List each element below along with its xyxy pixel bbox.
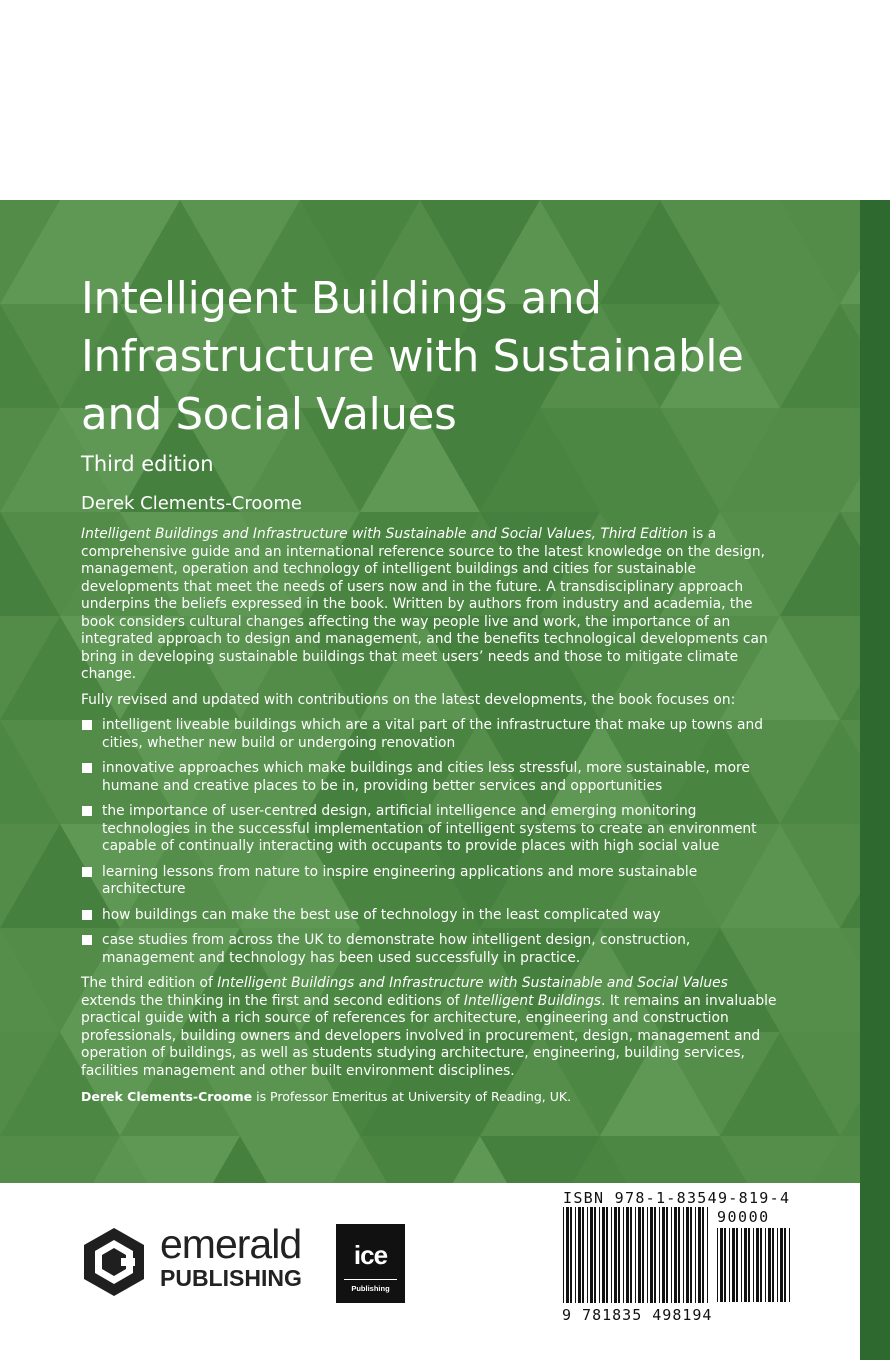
- barcode-bar: [611, 1207, 612, 1303]
- top-margin: [0, 0, 890, 200]
- barcode-bar: [777, 1228, 778, 1302]
- intro-paragraph: [81, 526, 781, 684]
- list-item: [81, 864, 781, 899]
- barcode-bar: [638, 1207, 641, 1303]
- barcode-bar: [650, 1207, 653, 1303]
- focus-lead: Fully revised and updated with contributions on the latest developments, the book focuses on:: [81, 691, 736, 708]
- barcode-bar: [686, 1207, 689, 1303]
- third-edition-paragraph: [81, 975, 781, 1080]
- barcode-bar: [736, 1228, 738, 1302]
- bio-name: Derek Clements-Croome: [81, 1089, 253, 1104]
- barcode-bar: [614, 1207, 617, 1303]
- square-bullet-icon: [82, 720, 92, 730]
- barcode-bar: [630, 1207, 632, 1303]
- addon-barcode-icon: [716, 1228, 796, 1306]
- barcode-bar: [753, 1228, 754, 1302]
- barcode-bar: [623, 1207, 624, 1303]
- author-bio: [81, 1088, 781, 1106]
- barcode-bar: [780, 1228, 783, 1302]
- barcode-bar: [671, 1207, 672, 1303]
- third-text-a: The third edition of: [81, 975, 218, 991]
- isbn-label: ISBN 978-1-83549-819-4: [563, 1189, 791, 1207]
- barcode-bar: [724, 1228, 726, 1302]
- barcode-bar: [732, 1228, 735, 1302]
- barcode-bar: [702, 1207, 704, 1303]
- barcode-bar: [642, 1207, 644, 1303]
- barcode-bar: [606, 1207, 608, 1303]
- emerald-wordmark: emerald: [160, 1221, 302, 1267]
- list-item: [81, 907, 781, 925]
- barcode-bar: [590, 1207, 593, 1303]
- list-item: [81, 803, 781, 856]
- third-text-b: extends the thinking in the first and second editions of: [81, 992, 464, 1009]
- barcode-bar: [789, 1228, 790, 1302]
- emerald-hexagon-logo-icon: [81, 1226, 147, 1298]
- ean-number: 9 781835 498194: [562, 1306, 713, 1324]
- barcode-bar: [570, 1207, 572, 1303]
- barcode-bar: [772, 1228, 774, 1302]
- ean-barcode-icon: [562, 1207, 712, 1307]
- bio-text: is Professor Emeritus at University of Reading, UK.: [252, 1089, 572, 1104]
- barcode-bar: [695, 1207, 696, 1303]
- barcode-bar: [666, 1207, 668, 1303]
- barcode-bar: [690, 1207, 692, 1303]
- book-title: Intelligent Buildings and Infrastructure with Sustainable and Social Values: [81, 274, 744, 440]
- square-bullet-icon: [82, 935, 92, 945]
- list-item-text: the importance of user-centred design, artificial intelligence and emerging monitoring technologies in the successful implementation of intelligent systems to create an environment capable of continually interacting with occupants to provide places with high social value: [102, 803, 757, 854]
- spine-edge: [860, 200, 890, 1360]
- third-book-title: Intelligent Buildings and Infrastructure with Sustainable and Social Values: [217, 975, 728, 991]
- barcode-bar: [599, 1207, 600, 1303]
- barcode-bar: [563, 1207, 564, 1303]
- list-item-text: innovative approaches which make buildings and cities less stressful, more sustainable, more humane and creative places to be in, providing better services and opportunities: [102, 760, 750, 794]
- barcode-bar: [720, 1228, 723, 1302]
- list-item: [81, 717, 781, 752]
- list-item-text: intelligent liveable buildings which are a vital part of the infrastructure that make up towns and cities, whether new build or undergoing renovation: [102, 717, 763, 751]
- blurb: [81, 526, 781, 1114]
- square-bullet-icon: [82, 763, 92, 773]
- square-bullet-icon: [82, 806, 92, 816]
- barcode-bar: [784, 1228, 786, 1302]
- barcode-bar: [566, 1207, 569, 1303]
- edition-label: Third edition: [81, 452, 214, 476]
- ice-publishing-label: Publishing: [351, 1284, 390, 1293]
- barcode-bar: [744, 1228, 747, 1302]
- barcode-bar: [698, 1207, 701, 1303]
- barcode-bar: [662, 1207, 665, 1303]
- barcode-bar: [768, 1228, 771, 1302]
- cover-panel: [0, 200, 860, 1183]
- focus-list: [81, 717, 781, 967]
- intro-text: is a comprehensive guide and an international reference source to the latest knowledge on the design, management, operation and technology of intelligent buildings and cities for sustainable developments that meet the needs of users now and in the future. A transdisciplinary approach underpins the beliefs expressed in the book. Written by authors from industry and academia, the book considers cultural changes affecting the way people live and work, the importance of an integrated approach to design and management, and the benefits technological developments can bring in developing sustainable buildings that meet users’ needs and those to mitigate climate change.: [81, 526, 768, 682]
- barcode-bar: [594, 1207, 596, 1303]
- emerald-publishing-label: PUBLISHING: [160, 1265, 302, 1291]
- ice-divider: [344, 1279, 397, 1280]
- barcode-bar: [647, 1207, 648, 1303]
- list-item-text: case studies from across the UK to demonstrate how intelligent design, construction, management and technology has been used successfully in practice.: [102, 932, 691, 966]
- third-text-c: . It remains an invaluable practical guide with a rich source of references for architecture, engineering and construction professionals, building owners and developers involved in procurement, design, management and operation of buildings, as well as students studying architecture, engineering, building services, facilities management and other built environment disciplines.: [81, 992, 777, 1079]
- square-bullet-icon: [82, 910, 92, 920]
- list-item: [81, 932, 781, 967]
- list-item-text: how buildings can make the best use of technology in the least complicated way: [102, 906, 661, 923]
- barcode-bar: [578, 1207, 581, 1303]
- ice-wordmark: ice: [353, 1240, 388, 1270]
- barcode-bar: [659, 1207, 660, 1303]
- list-item-text: learning lessons from nature to inspire engineering applications and more sustainable architecture: [102, 863, 698, 897]
- barcode-bar: [756, 1228, 759, 1302]
- barcode-bar: [654, 1207, 656, 1303]
- barcode-bar: [683, 1207, 684, 1303]
- barcode-bar: [717, 1228, 718, 1302]
- barcode-bar: [748, 1228, 750, 1302]
- author-name: Derek Clements-Croome: [81, 493, 302, 514]
- barcode-bar: [765, 1228, 766, 1302]
- ice-logo: [336, 1224, 405, 1303]
- barcode-bar: [635, 1207, 636, 1303]
- price-addon-number: 90000: [717, 1208, 770, 1226]
- barcode-bar: [674, 1207, 677, 1303]
- barcode-bar: [707, 1207, 708, 1303]
- square-bullet-icon: [82, 867, 92, 877]
- barcode-bar: [602, 1207, 605, 1303]
- barcode-bar: [729, 1228, 730, 1302]
- cover-content: [0, 200, 860, 1183]
- barcode-bar: [678, 1207, 680, 1303]
- barcode-bar: [618, 1207, 620, 1303]
- barcode-bar: [575, 1207, 576, 1303]
- barcode-bar: [741, 1228, 742, 1302]
- barcode-bar: [760, 1228, 762, 1302]
- list-item: [81, 760, 781, 795]
- barcode-bar: [626, 1207, 629, 1303]
- intro-book-title: Intelligent Buildings and Infrastructure with Sustainable and Social Values, Third Edition: [81, 526, 688, 542]
- prior-book-title: Intelligent Buildings: [463, 992, 602, 1009]
- barcode-bar: [587, 1207, 588, 1303]
- barcode-bar: [582, 1207, 584, 1303]
